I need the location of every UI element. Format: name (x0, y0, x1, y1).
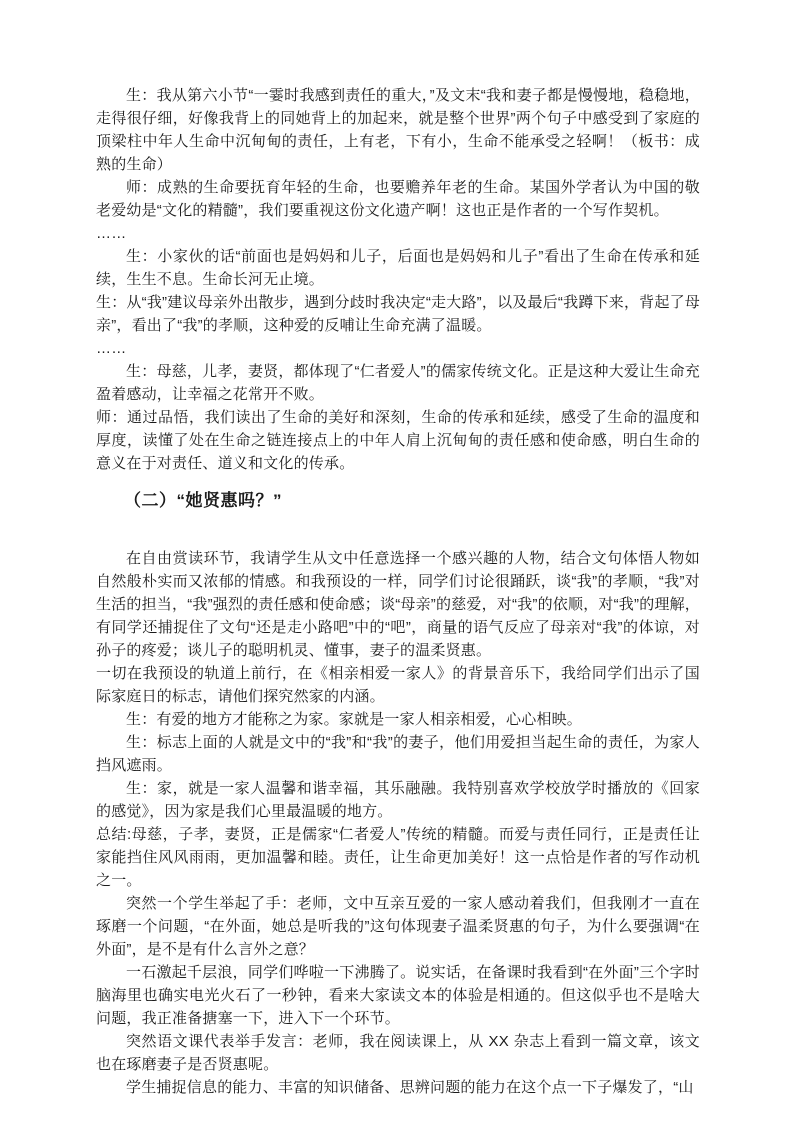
paragraph: 生：有爱的地方才能称之为家。家就是一家人相亲相爱，心心相映。 (126, 711, 583, 728)
paragraph: 师：通过品悟，我们读出了生命的美好和深刻，生命的传承和延续，感受了生命的温度和厚度，读懂了处在生命之链连接点上的中年人肩上沉甸甸的责任感和使命感，明白生命的意义在于对责任、道义和文化的传承。 (96, 409, 700, 472)
section-heading: （二）“她贤惠吗？” (124, 491, 282, 510)
paragraph: 师：成熟的生命要抚育年轻的生命，也要赡养年老的生命。某国外学者认为中国的敬老爱幼是“文化的精髓”，我们要重视这份文化遗产啊！这也正是作者的一个写作契机。 (96, 179, 700, 219)
paragraph: 生：我从第六小节“一霎时我感到责任的重大，”及文末“我和妻子都是慢慢地，稳稳地，走得很仔细，好像我背上的同她背上的加起来，就是整个世界”两个句子中感受到了家庭的顶梁柱中年人生命中沉甸甸的责任，上有老，下有小，生命不能承受之轻啊！（板书：成熟的生命） (96, 87, 700, 173)
paragraph: 生：从“我”建议母亲外出散步，遇到分歧时我决定“走大路”，以及最后“我蹲下来，背起了母亲”，看出了“我”的孝顺，这种爱的反哺让生命充满了温暖。 (96, 294, 700, 334)
paragraph: 生：标志上面的人就是文中的“我”和“我”的妻子，他们用爱担当起生命的责任，为家人挡风遮雨。 (96, 734, 700, 774)
paragraph: …… (96, 340, 127, 357)
paragraph: 突然语文课代表举手发言：老师，我在阅读课上，从 XX 杂志上看到一篇文章，该文也在琢磨妻子是否贤惠呢。 (96, 1033, 700, 1073)
paragraph: 一切在我预设的轨道上前行，在《相亲相爱一家人》的背景音乐下，我给同学们出示了国际家庭日的标志，请他们探究然家的内涵。 (96, 665, 700, 705)
paragraph: 生：母慈，儿孝，妻贤，都体现了“仁者爱人”的儒家传统文化。正是这种大爱让生命充盈着感动，让幸福之花常开不败。 (96, 363, 700, 403)
document-body (96, 84, 700, 1099)
paragraph: 生：小家伙的话“前面也是妈妈和儿子，后面也是妈妈和儿子”看出了生命在传承和延续，生生不息。生命长河无止境。 (96, 248, 700, 288)
paragraph: 总结:母慈，子孝，妻贤，正是儒家“仁者爱人”传统的精髓。而爱与责任同行，正是责任让家能挡住风风雨雨，更加温馨和睦。责任，让生命更加美好！这一点恰是作者的写作动机之一。 (96, 826, 700, 889)
paragraph: 生：家，就是一家人温馨和谐幸福，其乐融融。我特别喜欢学校放学时播放的《回家的感觉》，因为家是我们心里最温暖的地方。 (96, 780, 700, 820)
paragraph: …… (96, 225, 127, 242)
paragraph: 在自由赏读环节，我请学生从文中任意选择一个感兴趣的人物，结合文句体悟人物如自然般朴实而又浓郁的情感。和我预设的一样，同学们讨论很踊跃，谈“我”的孝顺，“我”对生活的担当，“我”强烈的责任感和使命感；谈“母亲”的慈爱，对“我”的依顺，对“我”的理解，有同学还捕捉住了文句“还是走小路吧”中的“吧”，商量的语气反应了母亲对“我”的体谅，对孙子的疼爱；谈儿子的聪明机灵、懂事，妻子的温柔贤惠。 (96, 550, 700, 659)
paragraph: 突然一个学生举起了手：老师，文中互亲互爱的一家人感动着我们，但我刚才一直在琢磨一个问题，“在外面，她总是听我的”这句体现妻子温柔贤惠的句子，为什么要强调“在外面”，是不是有什么言外之意？ (96, 895, 700, 958)
paragraph: 一石激起千层浪，同学们哗啦一下沸腾了。说实话，在备课时我看到“在外面”三个字时脑海里也确实电光火石了一秒钟，看来大家读文本的体验是相通的。但这似乎也不是啥大问题，我正准备搪塞一下，进入下一个环节。 (96, 964, 700, 1027)
paragraph: 学生捕捉信息的能力、丰富的知识储备、思辨问题的能力在这个点一下子爆发了，“山 (126, 1079, 694, 1096)
